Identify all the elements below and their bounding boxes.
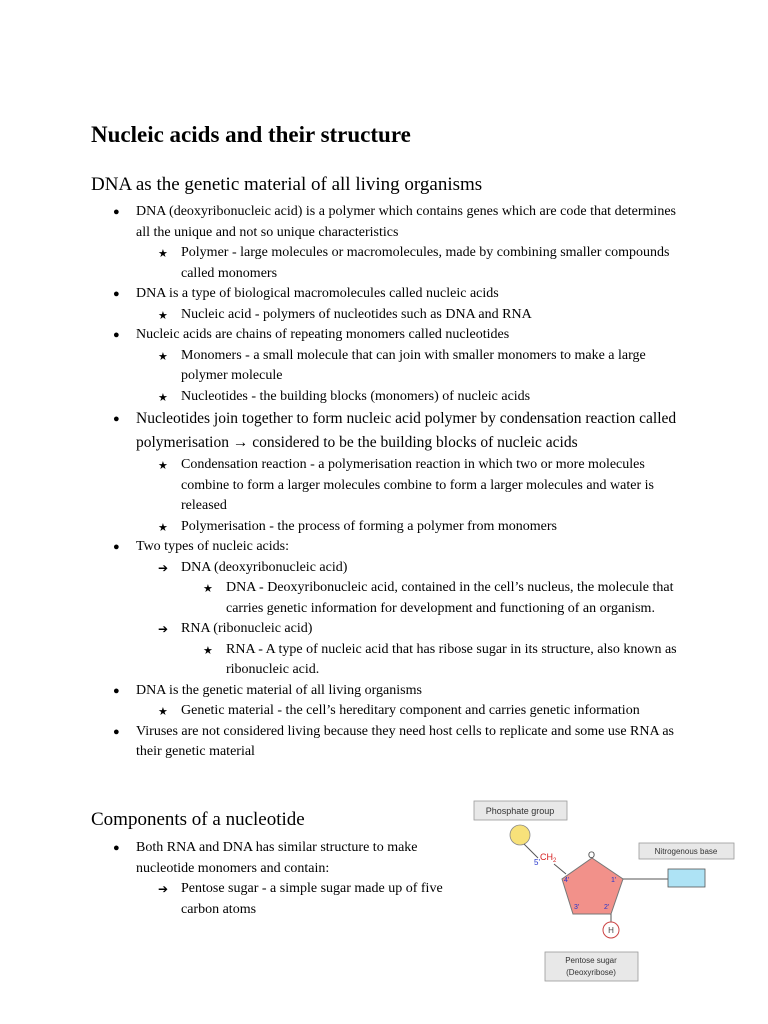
star-icon: ★ bbox=[158, 706, 168, 718]
list-item-text: Monomers - a small molecule that can join with smaller monomers to make a large polymer molecule bbox=[181, 347, 646, 383]
dna-bullet-list bbox=[91, 202, 691, 763]
phosphate-circle bbox=[510, 825, 530, 845]
star-icon: ★ bbox=[158, 248, 168, 260]
arrow-icon: ➔ bbox=[158, 882, 169, 896]
ch2-label bbox=[540, 852, 557, 864]
list-item-text: DNA (deoxyribonucleic acid) is a polymer which contains genes which are code that determines all the unique and not so unique characteristics bbox=[136, 204, 676, 240]
list-item-text: Condensation reaction - a polymerisation reaction in which two or more molecules combine to form a larger molecules combine to form a larger molecules and water is released bbox=[181, 457, 654, 513]
sugar-label-line1: Pentose sugar bbox=[565, 956, 617, 965]
star-icon: ★ bbox=[158, 350, 168, 363]
list-item-text: Nucleic acids are chains of repeating monomers called nucleotides bbox=[136, 327, 510, 342]
ring-oxygen-label: O bbox=[588, 850, 596, 860]
list-item bbox=[91, 284, 691, 305]
star-icon: ★ bbox=[158, 460, 168, 472]
base-label: Nitrogenous base bbox=[654, 847, 718, 856]
star-icon: ★ bbox=[158, 309, 168, 322]
bullet-icon: ● bbox=[113, 541, 120, 553]
list-item bbox=[91, 202, 691, 243]
list-item bbox=[91, 619, 691, 640]
list-item-text: Nucleotides join together to form nucleic acid polymer by condensation reaction called polymerisation → considered to be the building blocks of nucleic acids bbox=[136, 410, 677, 451]
star-icon: ★ bbox=[203, 583, 213, 595]
bullet-icon: ● bbox=[113, 842, 120, 854]
list-item-text: Polymerisation - the process of forming a polymer from monomers bbox=[181, 518, 557, 534]
star-icon: ★ bbox=[158, 391, 168, 404]
nucleotide-bullet-list bbox=[91, 838, 451, 920]
list-item bbox=[91, 325, 691, 346]
carbon-1-label: 1' bbox=[611, 877, 617, 884]
list-item-text: Pentose sugar - a simple sugar made up of five carbon atoms bbox=[181, 881, 443, 917]
ch2-text: CH bbox=[540, 852, 553, 862]
list-item bbox=[91, 387, 691, 408]
list-item bbox=[91, 722, 691, 763]
ch2-bond-line bbox=[554, 864, 566, 874]
bullet-icon: ● bbox=[113, 206, 120, 218]
list-item-text: DNA (deoxyribonucleic acid) bbox=[181, 559, 348, 575]
bullet-icon: ● bbox=[113, 413, 120, 425]
list-item-text: Polymer - large molecules or macromolecules, made by combining smaller compounds called monomers bbox=[181, 245, 670, 281]
list-item-text: RNA (ribonucleic acid) bbox=[181, 621, 313, 636]
list-item bbox=[91, 701, 691, 722]
list-item-text: DNA is a type of biological macromolecules called nucleic acids bbox=[136, 286, 499, 301]
nitrogenous-base-box bbox=[668, 869, 705, 887]
list-item-text: Two types of nucleic acids: bbox=[136, 539, 289, 554]
hydrogen-label: H bbox=[608, 926, 614, 935]
list-item bbox=[91, 346, 691, 387]
list-item-text: RNA - A type of nucleic acid that has ribose sugar in its structure, also known as ribonucleic acid. bbox=[226, 641, 677, 677]
list-item bbox=[91, 243, 691, 284]
page-title: Nucleic acids and their structure bbox=[91, 122, 411, 147]
bullet-icon: ● bbox=[113, 684, 120, 697]
arrow-icon: ➔ bbox=[158, 560, 169, 575]
section-heading-dna-genetic-material: DNA as the genetic material of all living organisms bbox=[91, 174, 483, 195]
sugar-label-line2: (Deoxyribose) bbox=[566, 968, 616, 977]
list-item bbox=[91, 578, 691, 619]
list-item bbox=[91, 558, 691, 579]
carbon-4-label: 4' bbox=[564, 877, 570, 884]
carbon-2-label: 2' bbox=[604, 904, 610, 911]
list-item-text: DNA is the genetic material of all living organisms bbox=[136, 682, 422, 698]
list-item bbox=[91, 517, 691, 538]
section-heading-nucleotide-components: Components of a nucleotide bbox=[91, 809, 305, 830]
pentose-ring bbox=[562, 858, 623, 914]
arrow-icon: ➔ bbox=[158, 622, 169, 636]
list-item-text: Both RNA and DNA has similar structure to make nucleotide monomers and contain: bbox=[136, 840, 418, 876]
list-item bbox=[91, 537, 691, 558]
list-item-text: Nucleotides - the building blocks (monomers) of nucleic acids bbox=[181, 388, 531, 404]
bullet-icon: ● bbox=[113, 288, 120, 300]
phosphate-bond-line bbox=[524, 844, 538, 858]
ch2-subscript: 2 bbox=[553, 858, 557, 864]
list-item bbox=[91, 407, 691, 455]
star-icon: ★ bbox=[203, 644, 213, 657]
list-item-text: DNA - Deoxyribonucleic acid, contained in the cell’s nucleus, the molecule that carries genetic information for development and functioning of an organism. bbox=[226, 580, 674, 616]
list-item-text: Genetic material - the cell’s hereditary component and carries genetic information bbox=[181, 703, 640, 718]
list-item-text: Nucleic acid - polymers of nucleotides such as DNA and RNA bbox=[181, 306, 532, 322]
carbon-3-label: 3' bbox=[574, 904, 580, 911]
list-item bbox=[91, 681, 691, 702]
list-item bbox=[91, 640, 691, 681]
nucleotide-diagram bbox=[468, 796, 738, 986]
list-item bbox=[91, 879, 451, 920]
list-item bbox=[91, 305, 691, 326]
star-icon: ★ bbox=[158, 521, 168, 534]
list-item bbox=[91, 838, 451, 879]
carbon-5-label: 5' bbox=[534, 858, 540, 867]
bullet-icon: ● bbox=[113, 725, 120, 738]
phosphate-label: Phosphate group bbox=[485, 806, 555, 816]
bullet-icon: ● bbox=[113, 329, 120, 341]
list-item bbox=[91, 455, 691, 517]
list-item-text: Viruses are not considered living because they need host cells to replicate and some use RNA as their genetic material bbox=[136, 723, 675, 759]
